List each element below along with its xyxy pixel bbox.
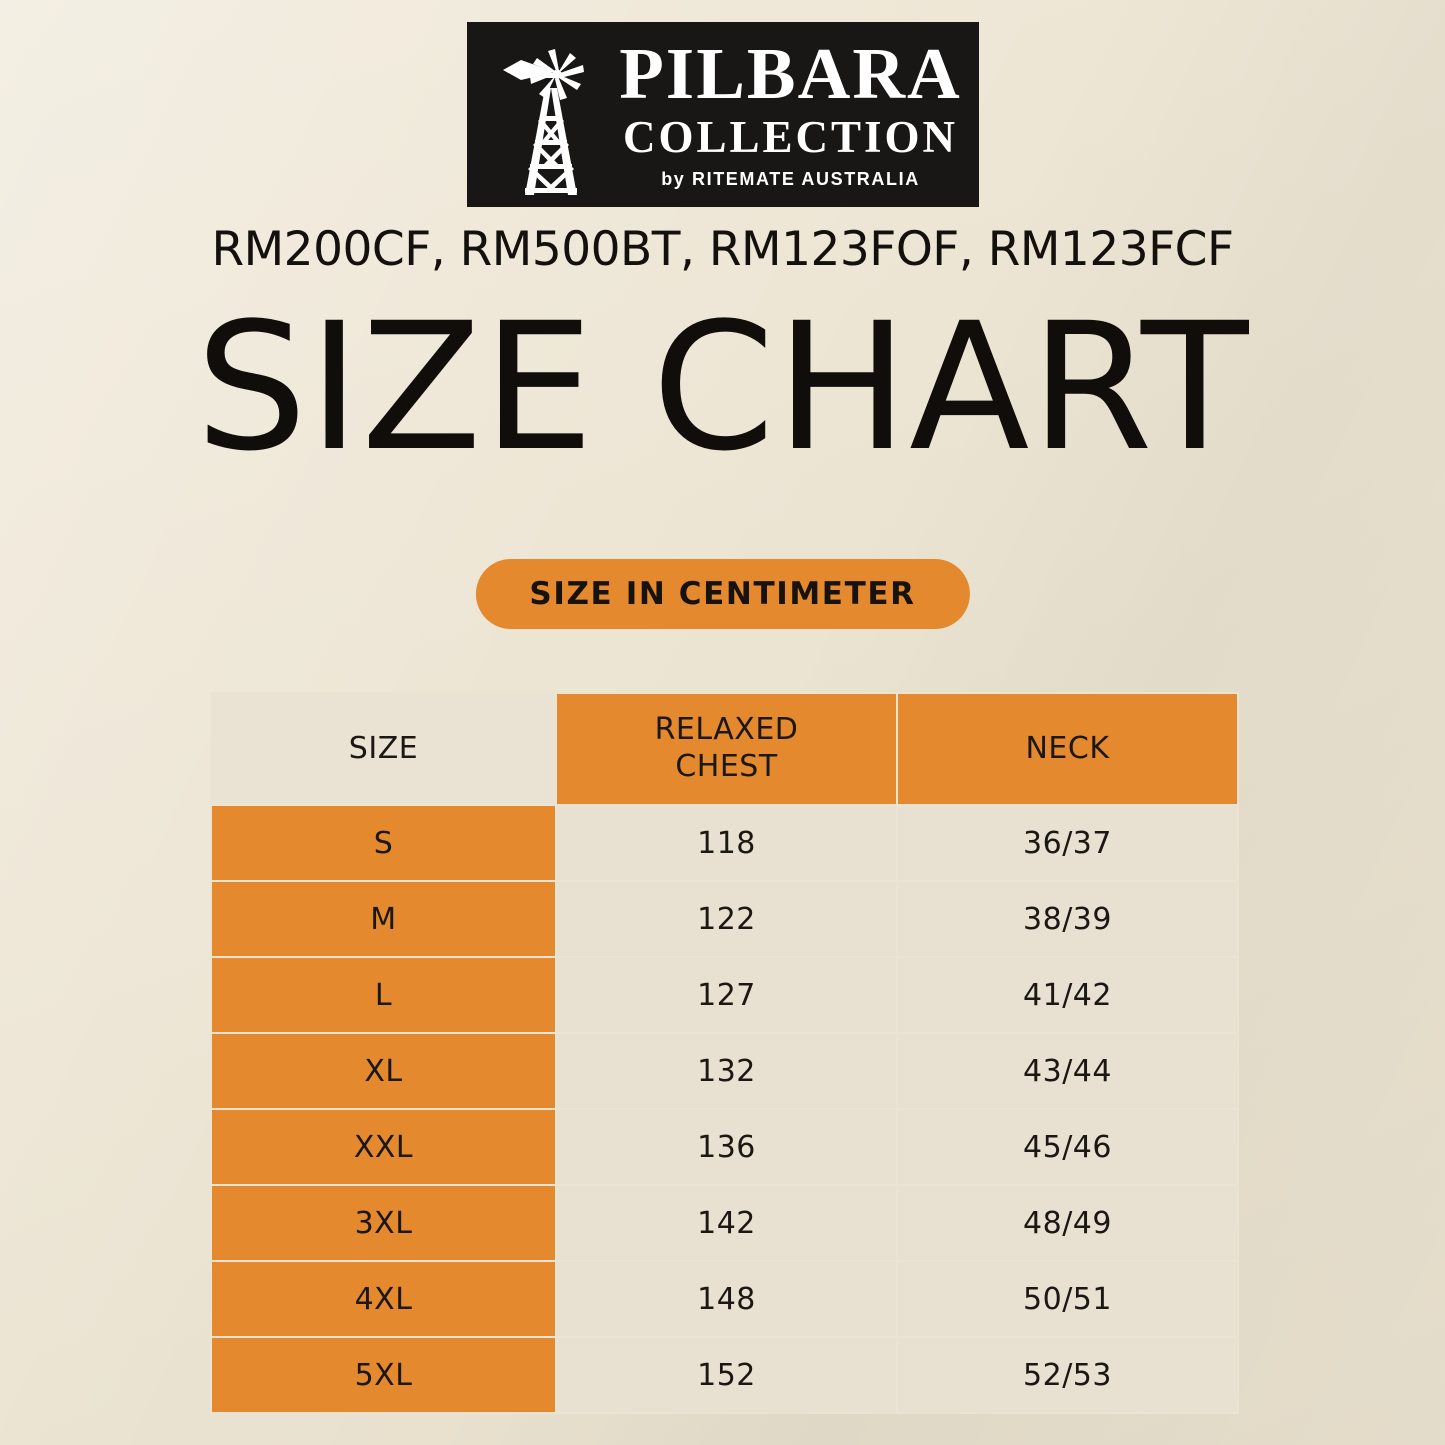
cell-size: L	[211, 957, 556, 1033]
cell-size: XXL	[211, 1109, 556, 1185]
table-header-row	[211, 693, 1238, 805]
cell-chest: 142	[556, 1185, 897, 1261]
cell-chest: 118	[556, 805, 897, 881]
cell-neck: 41/42	[897, 957, 1238, 1033]
cell-size: M	[211, 881, 556, 957]
unit-badge: SIZE IN CENTIMETER	[475, 559, 969, 629]
size-table-container	[210, 692, 1237, 1414]
cell-chest: 136	[556, 1109, 897, 1185]
windmill-icon	[485, 32, 613, 197]
table-row	[211, 1185, 1238, 1261]
brand-byline: by RITEMATE AUSTRALIA	[661, 169, 920, 190]
brand-subtitle: COLLECTION	[622, 111, 959, 162]
brand-wordmark	[613, 32, 979, 190]
page-title: SIZE CHART	[195, 285, 1250, 490]
cell-size: 4XL	[211, 1261, 556, 1337]
table-row	[211, 957, 1238, 1033]
cell-size: 5XL	[211, 1337, 556, 1413]
cell-neck: 45/46	[897, 1109, 1238, 1185]
cell-neck: 48/49	[897, 1185, 1238, 1261]
brand-name: PILBARA	[619, 32, 962, 114]
cell-chest: 152	[556, 1337, 897, 1413]
table-row	[211, 1033, 1238, 1109]
cell-chest: 148	[556, 1261, 897, 1337]
column-header-chest-line1: RELAXED	[654, 712, 799, 748]
column-header-chest-line2: CHEST	[675, 749, 778, 784]
column-header-relaxed-chest	[556, 693, 897, 805]
cell-chest: 132	[556, 1033, 897, 1109]
product-codes: RM200CF, RM500BT, RM123FOF, RM123FCF	[211, 222, 1234, 277]
table-row	[211, 1109, 1238, 1185]
size-table	[210, 692, 1239, 1414]
table-row	[211, 881, 1238, 957]
table-row	[211, 1261, 1238, 1337]
cell-chest: 122	[556, 881, 897, 957]
brand-logo	[467, 22, 979, 207]
cell-chest: 127	[556, 957, 897, 1033]
column-header-size: SIZE	[211, 693, 556, 805]
table-row	[211, 805, 1238, 881]
table-row	[211, 1337, 1238, 1413]
cell-size: S	[211, 805, 556, 881]
cell-neck: 50/51	[897, 1261, 1238, 1337]
cell-neck: 52/53	[897, 1337, 1238, 1413]
cell-size: 3XL	[211, 1185, 556, 1261]
cell-neck: 43/44	[897, 1033, 1238, 1109]
cell-size: XL	[211, 1033, 556, 1109]
cell-neck: 36/37	[897, 805, 1238, 881]
column-header-neck: NECK	[897, 693, 1238, 805]
cell-neck: 38/39	[897, 881, 1238, 957]
